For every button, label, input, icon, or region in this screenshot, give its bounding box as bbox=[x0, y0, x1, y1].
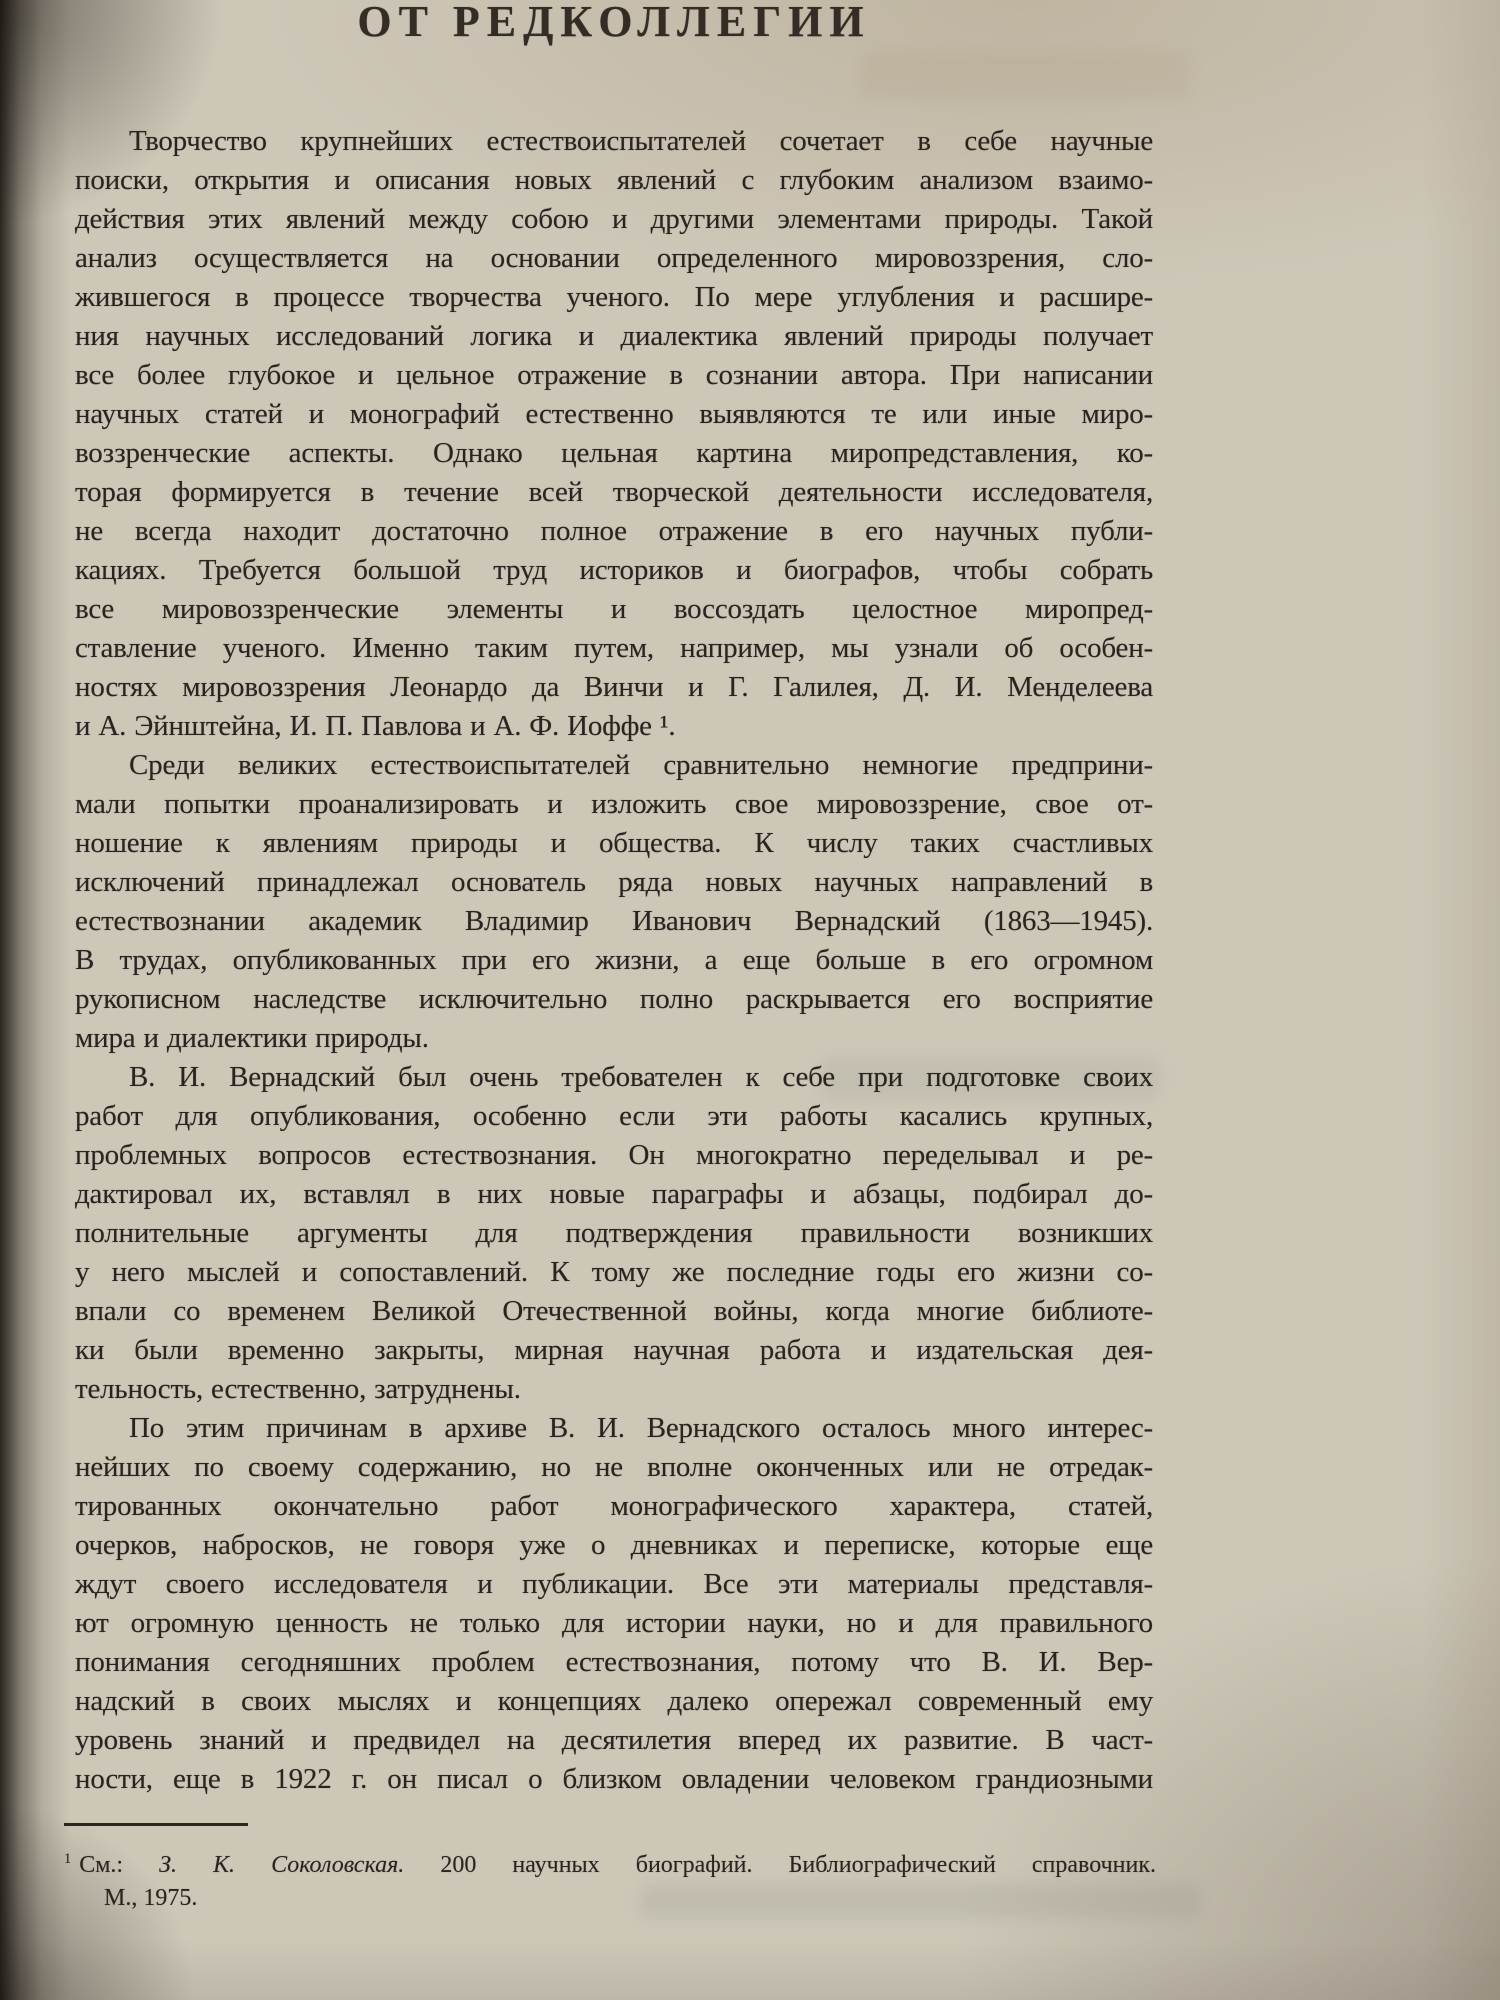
text-line: торая формируется в течение всей творческой деятельности исследователя, bbox=[75, 476, 1153, 508]
text-line: ния научных исследований логика и диалектика явлений природы получает bbox=[75, 320, 1153, 352]
text-line: действия этих явлений между собою и другими элементами природы. Такой bbox=[75, 203, 1153, 235]
footnote-marker: 1 bbox=[64, 1851, 72, 1867]
footnote-line-1 bbox=[64, 1843, 1156, 1882]
text-line: мира и диалектики природы. bbox=[75, 1022, 429, 1054]
paragraph bbox=[75, 1409, 1153, 1799]
text-line: естествознании академик Владимир Иванович Вернадский (1863—1945). bbox=[75, 905, 1153, 937]
text-line: работ для опубликования, особенно если эти работы касались крупных, bbox=[75, 1100, 1153, 1132]
text-line: жившегося в процессе творчества ученого. По мере углубления и расшире- bbox=[75, 281, 1153, 313]
text-line: исключений принадлежал основатель ряда новых научных направлений в bbox=[75, 866, 1153, 898]
body-paragraphs bbox=[75, 122, 1153, 1799]
text-line: все мировоззренческие элементы и воссоздать целостное миропред- bbox=[75, 593, 1153, 625]
footnote bbox=[64, 1843, 1156, 1915]
text-line: и А. Эйнштейна, И. П. Павлова и А. Ф. Иоффе ¹. bbox=[75, 710, 676, 742]
text-line: у него мыслей и сопоставлений. К тому же последние годы его жизни со- bbox=[75, 1256, 1153, 1288]
text-line: не всегда находит достаточно полное отражение в его научных публи- bbox=[75, 515, 1153, 547]
text-line: поиски, открытия и описания новых явлений с глубоким анализом взаимо- bbox=[75, 164, 1153, 196]
text-line: ности, еще в 1922 г. он писал о близком овладении человеком грандиозными bbox=[75, 1763, 1153, 1795]
paragraph bbox=[75, 746, 1153, 1058]
text-line: ношение к явлениям природы и общества. К числу таких счастливых bbox=[75, 827, 1153, 859]
paragraph bbox=[75, 1058, 1153, 1409]
text-line: очерков, набросков, не говоря уже о дневниках и переписке, которые еще bbox=[75, 1529, 1153, 1561]
text-line: Творчество крупнейших естествоиспытателей сочетает в себе научные bbox=[129, 125, 1153, 157]
footnote-line-2: М., 1975. bbox=[104, 1885, 198, 1911]
text-line: ждут своего исследователя и публикации. Все эти материалы представля- bbox=[75, 1568, 1153, 1600]
text-line: научных статей и монографий естественно выявляются те или иные миро- bbox=[75, 398, 1153, 430]
text-line: По этим причинам в архиве В. И. Вернадского осталось много интерес- bbox=[129, 1412, 1153, 1444]
text-line: мали попытки проанализировать и изложить свое мировоззрение, свое от- bbox=[75, 788, 1153, 820]
text-line: впали со временем Великой Отечественной войны, когда многие библиоте- bbox=[75, 1295, 1153, 1327]
text-line: понимания сегодняшних проблем естествознания, потому что В. И. Вер- bbox=[75, 1646, 1153, 1678]
text-line: В трудах, опубликованных при его жизни, а еще больше в его огромном bbox=[75, 944, 1153, 976]
footnote-divider bbox=[64, 1823, 248, 1826]
text-line: анализ осуществляется на основании определенного мировоззрения, сло- bbox=[75, 242, 1153, 274]
text-line: тельность, естественно, затруднены. bbox=[75, 1373, 521, 1405]
text-line: рукописном наследстве исключительно полно раскрывается его восприятие bbox=[75, 983, 1153, 1015]
footnote-see-label: См.: bbox=[79, 1852, 124, 1878]
text-line: проблемных вопросов естествознания. Он многократно переделывал и ре- bbox=[75, 1139, 1153, 1171]
text-line: все более глубокое и цельное отражение в сознании автора. При написании bbox=[75, 359, 1153, 391]
footnote-text: 200 научных биографий. Библиографический справочник. bbox=[440, 1852, 1157, 1878]
text-line: тированных окончательно работ монографического характера, статей, bbox=[75, 1490, 1153, 1522]
text-line: Среди великих естествоиспытателей сравнительно немногие предприни- bbox=[129, 749, 1153, 781]
footnote-author: З. К. Соколовская. bbox=[159, 1852, 405, 1878]
paragraph bbox=[75, 122, 1153, 746]
text-line: ют огромную ценность не только для истории науки, но и для правильного bbox=[75, 1607, 1153, 1639]
text-line: воззренческие аспекты. Однако цельная картина миропредставления, ко- bbox=[75, 437, 1153, 469]
text-line: уровень знаний и предвидел на десятилетия вперед их развитие. В част- bbox=[75, 1724, 1153, 1756]
text-line: дактировал их, вставлял в них новые параграфы и абзацы, подбирал до- bbox=[75, 1178, 1153, 1210]
page-show-through-stain bbox=[860, 52, 1190, 100]
page-title: ОТ РЕДКОЛЛЕГИИ bbox=[357, 0, 871, 46]
text-line: надский в своих мыслях и концепциях далеко опережал современный ему bbox=[75, 1685, 1153, 1717]
text-line: полнительные аргументы для подтверждения правильности возникших bbox=[75, 1217, 1153, 1249]
text-line: ки были временно закрыты, мирная научная работа и издательская дея- bbox=[75, 1334, 1153, 1366]
text-line: кациях. Требуется большой труд историков и биографов, чтобы собрать bbox=[75, 554, 1153, 586]
text-line: нейших по своему содержанию, но не вполне оконченных или не отредак- bbox=[75, 1451, 1153, 1483]
text-line: ставление ученого. Именно таким путем, например, мы узнали об особен- bbox=[75, 632, 1153, 664]
text-line: ностях мировоззрения Леонардо да Винчи и Г. Галилея, Д. И. Менделеева bbox=[75, 671, 1153, 703]
text-line: В. И. Вернадский был очень требователен к себе при подготовке своих bbox=[129, 1061, 1153, 1093]
